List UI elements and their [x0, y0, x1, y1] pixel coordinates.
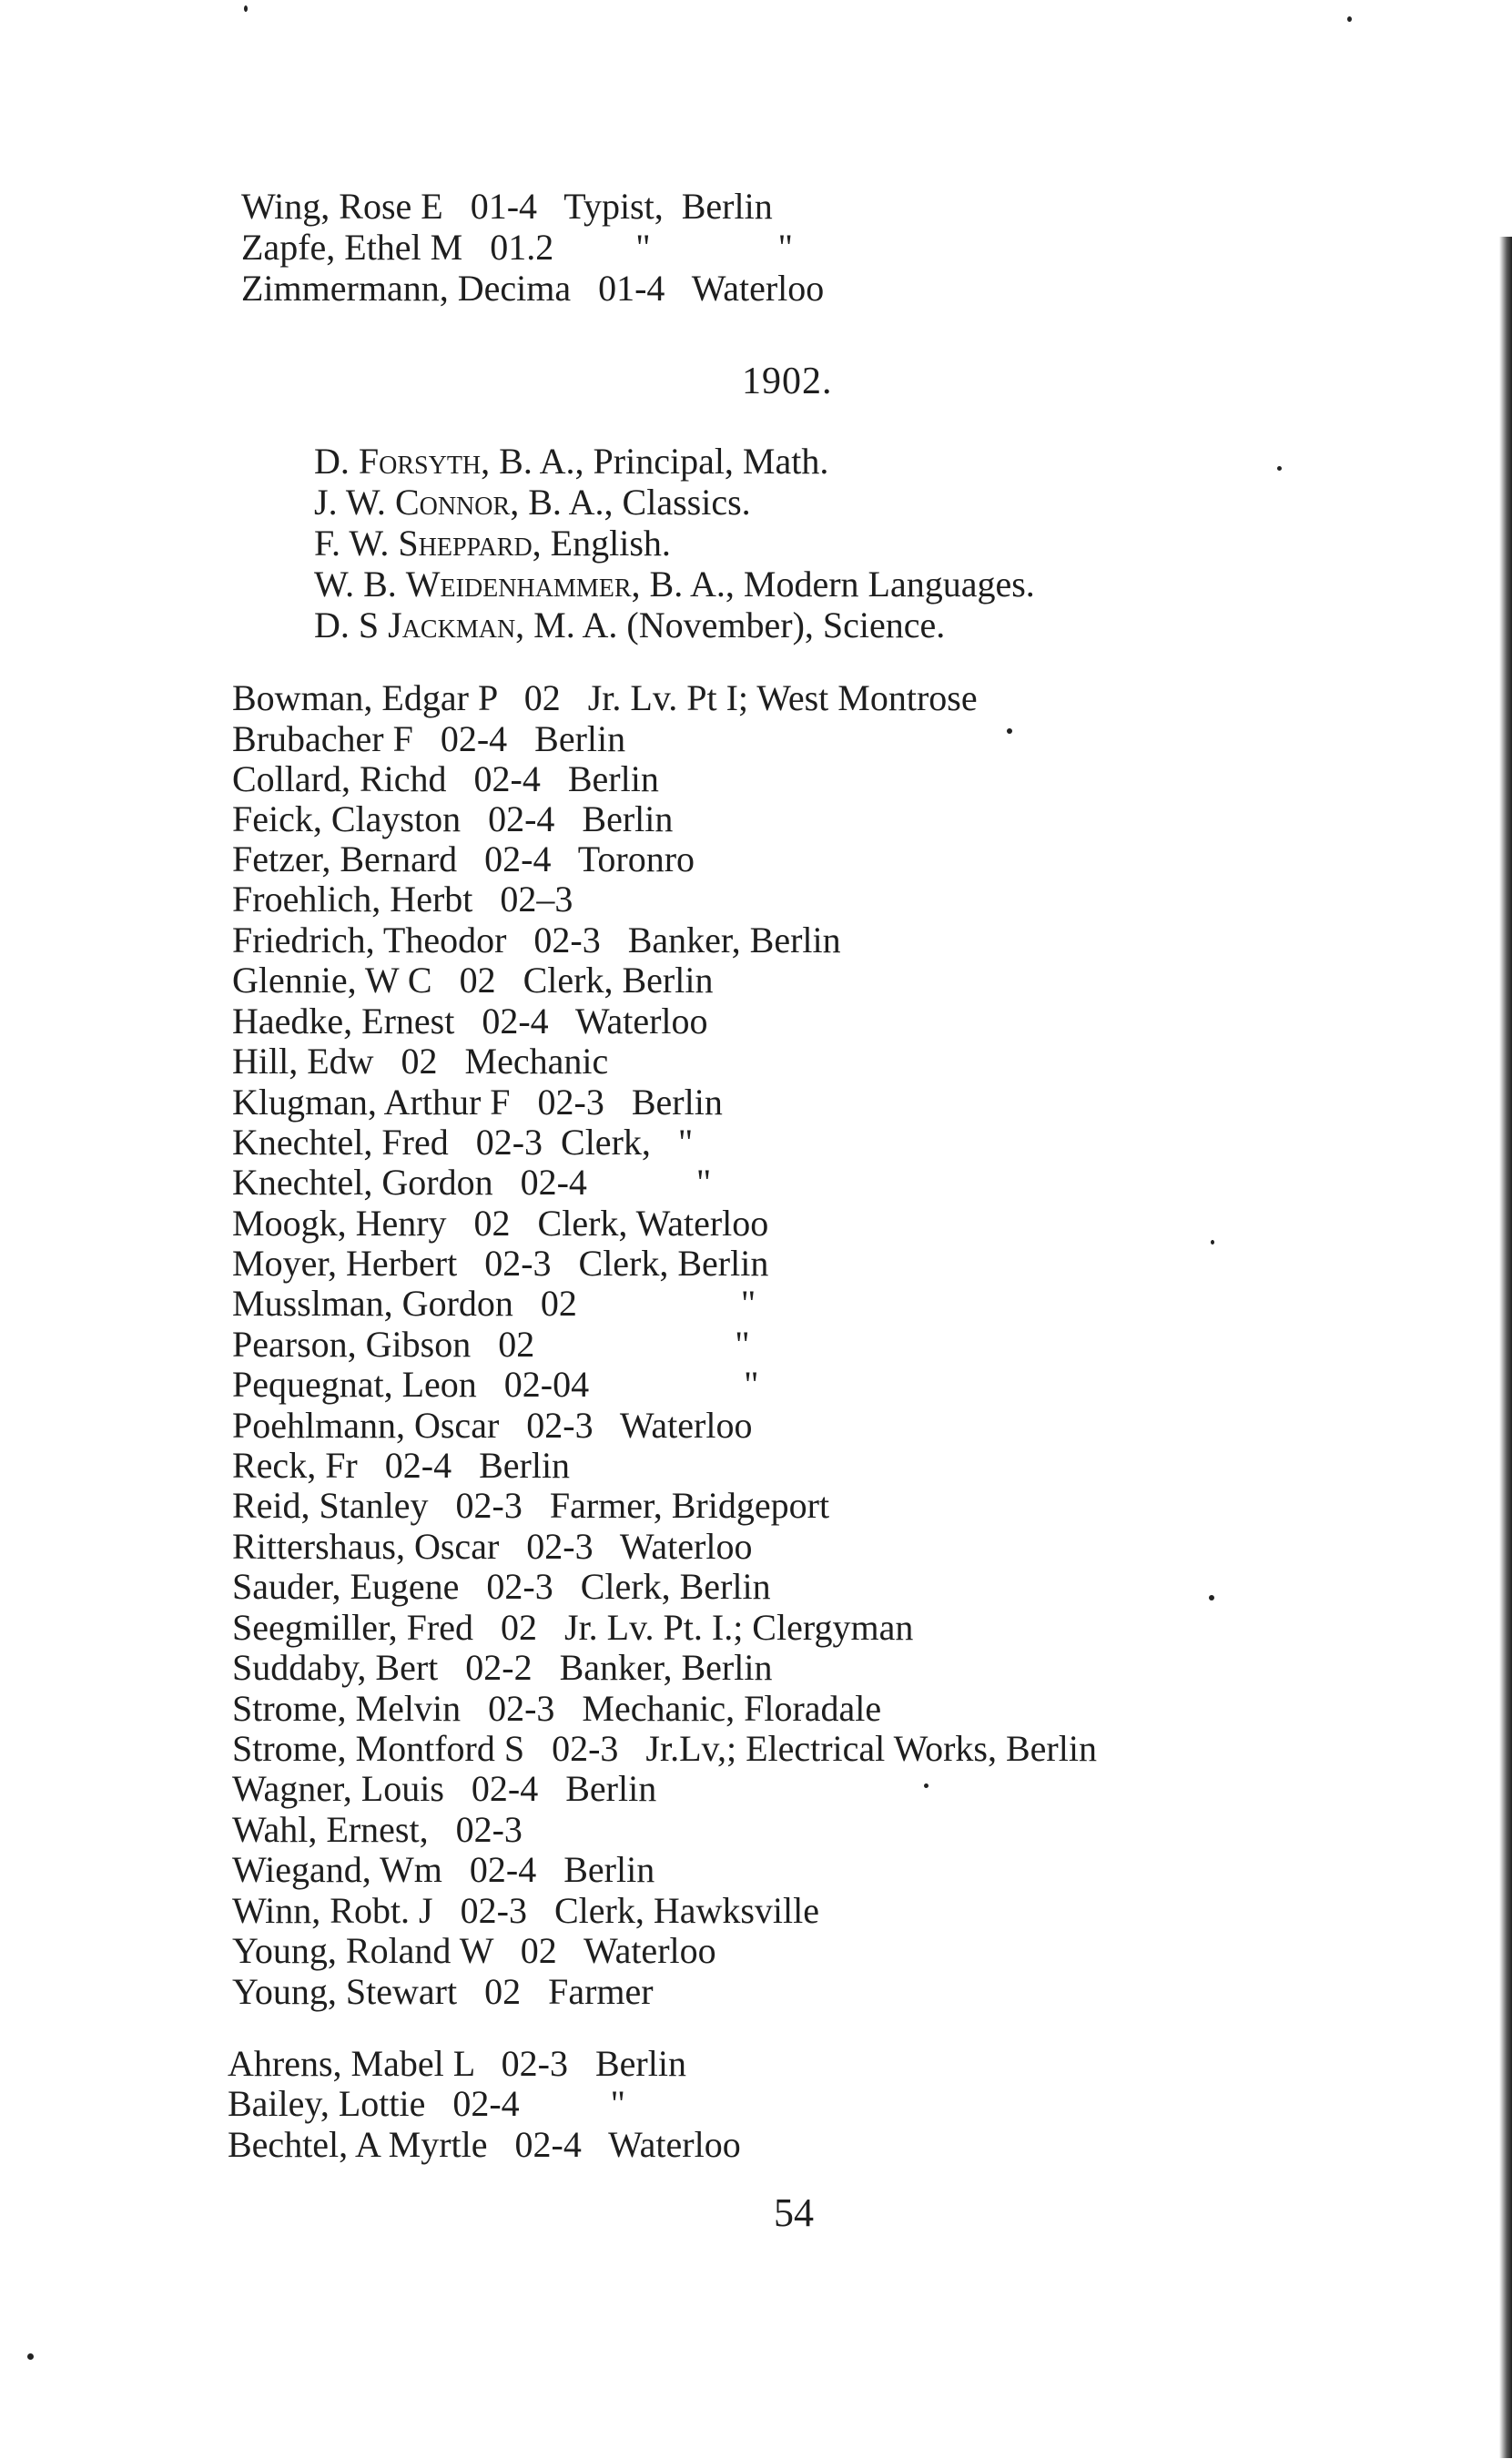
scan-speck [1007, 728, 1012, 734]
list-item: Pequegnat, Leon 02-04 " [232, 1364, 759, 1405]
list-item: Wahl, Ernest, 02-3 [232, 1809, 523, 1850]
year-heading: 1902. [742, 361, 833, 402]
staff-name: Weidenhammer [405, 564, 632, 605]
scan-speck [1347, 16, 1352, 22]
list-item: Haedke, Ernest 02-4 Waterloo [232, 1001, 708, 1042]
list-item: Fetzer, Bernard 02-4 Toronro [232, 838, 695, 879]
scan-speck [244, 5, 248, 12]
list-item: Reid, Stanley 02-3 Farmer, Bridgeport [232, 1485, 830, 1526]
list-item: Young, Roland W 02 Waterloo [232, 1930, 716, 1971]
list-item: Pearson, Gibson 02 " [232, 1324, 750, 1365]
list-item: Sauder, Eugene 02-3 Clerk, Berlin [232, 1566, 771, 1607]
scan-speck [924, 1783, 929, 1788]
staff-entry: W. B. Weidenhammer, B. A., Modern Languages. [314, 564, 1035, 605]
list-item: Wing, Rose E 01-4 Typist, Berlin [241, 186, 773, 227]
list-item: Collard, Richd 02-4 Berlin [232, 758, 659, 799]
scan-speck [27, 2353, 34, 2360]
list-item: Strome, Melvin 02-3 Mechanic, Floradale [232, 1688, 882, 1729]
list-item: Seegmiller, Fred 02 Jr. Lv. Pt. I.; Clergyman [232, 1607, 914, 1648]
staff-name: Forsyth [358, 441, 482, 482]
scan-speck [1277, 466, 1282, 471]
list-item: Feick, Clayston 02-4 Berlin [232, 798, 674, 839]
scan-speck [1209, 1595, 1214, 1600]
list-item: Strome, Montford S 02-3 Jr.Lv,; Electrical Works, Berlin [232, 1728, 1097, 1769]
staff-entry: D. S Jackman, M. A. (November), Science. [314, 605, 946, 645]
list-item: Hill, Edw 02 Mechanic [232, 1041, 609, 1082]
page-number: 54 [774, 2190, 814, 2235]
staff-entry: D. Forsyth, B. A., Principal, Math. [314, 441, 829, 482]
list-item: Moogk, Henry 02 Clerk, Waterloo [232, 1203, 769, 1244]
list-item: Musslman, Gordon 02 " [232, 1283, 756, 1324]
list-item: Brubacher F 02-4 Berlin [232, 718, 626, 759]
scan-speck [1211, 1240, 1214, 1245]
list-item: Glennie, W C 02 Clerk, Berlin [232, 960, 714, 1001]
list-item: Winn, Robt. J 02-3 Clerk, Hawksville [232, 1890, 819, 1931]
list-item: Bechtel, A Myrtle 02-4 Waterloo [228, 2124, 741, 2165]
list-item: Friedrich, Theodor 02-3 Banker, Berlin [232, 920, 841, 960]
staff-name: Sheppard [398, 523, 533, 564]
list-item: Moyer, Herbert 02-3 Clerk, Berlin [232, 1243, 769, 1284]
list-item: Young, Stewart 02 Farmer [232, 1971, 654, 2012]
list-item: Ahrens, Mabel L 02-3 Berlin [228, 2043, 686, 2084]
page-edge-shadow [1499, 237, 1512, 2458]
list-item: Wiegand, Wm 02-4 Berlin [232, 1849, 655, 1890]
list-item: Poehlmann, Oscar 02-3 Waterloo [232, 1405, 753, 1446]
staff-name: Jackman [388, 605, 516, 645]
list-item: Knechtel, Gordon 02-4 " [232, 1162, 712, 1203]
list-item: Froehlich, Herbt 02–3 [232, 879, 573, 920]
list-item: Reck, Fr 02-4 Berlin [232, 1445, 571, 1486]
list-item: Suddaby, Bert 02-2 Banker, Berlin [232, 1647, 773, 1688]
staff-name: Connor [394, 482, 511, 523]
list-item: Klugman, Arthur F 02-3 Berlin [232, 1082, 723, 1123]
staff-entry: F. W. Sheppard, English. [314, 523, 671, 564]
list-item: Knechtel, Fred 02-3 Clerk, " [232, 1122, 694, 1163]
list-item: Bailey, Lottie 02-4 " [228, 2083, 625, 2124]
list-item: Zapfe, Ethel M 01.2 " " [241, 227, 793, 268]
list-item: Zimmermann, Decima 01-4 Waterloo [241, 268, 825, 309]
list-item: Rittershaus, Oscar 02-3 Waterloo [232, 1526, 753, 1567]
list-item: Wagner, Louis 02-4 Berlin [232, 1768, 657, 1809]
staff-entry: J. W. Connor, B. A., Classics. [314, 482, 751, 523]
list-item: Bowman, Edgar P 02 Jr. Lv. Pt I; West Montrose [232, 677, 978, 718]
